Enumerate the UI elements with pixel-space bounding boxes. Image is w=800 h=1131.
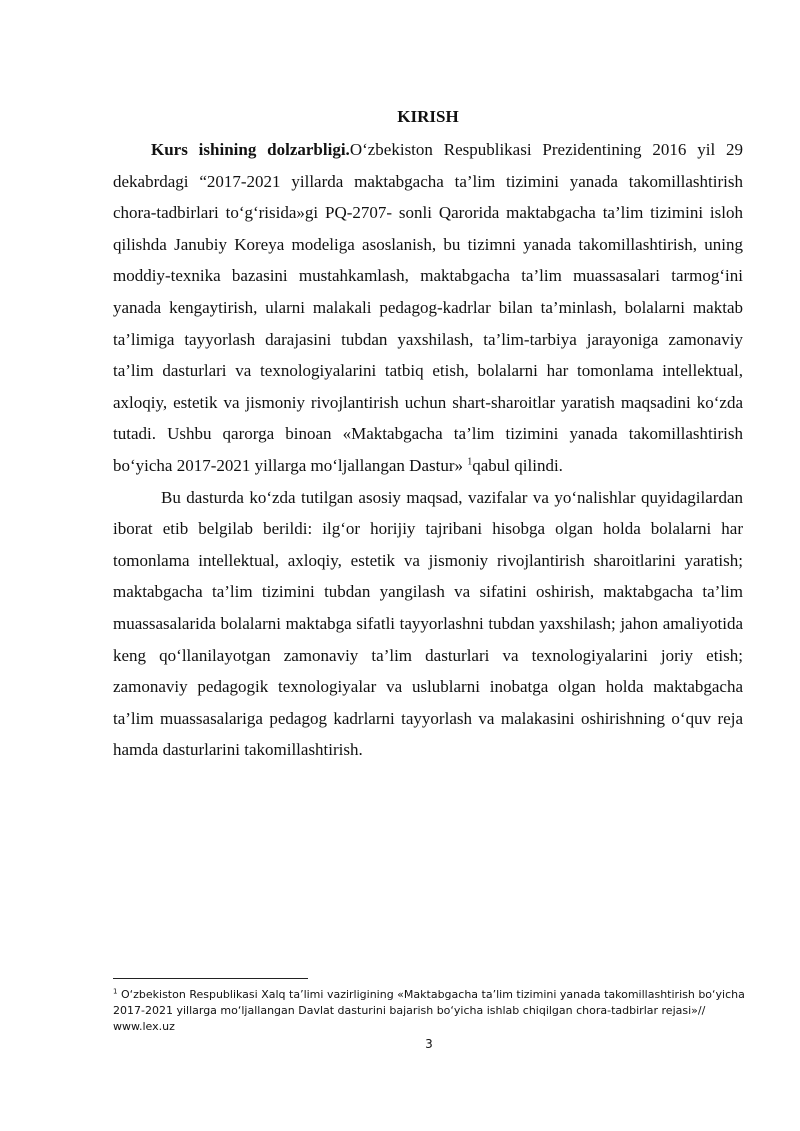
paragraph-program-goals: Bu dasturda ko‘zda tutilgan asosiy maqsad, vazifalar va yo‘nalishlar quyidagilardan iborat etib belgilab berildi: ilg‘or horijiy tajribani hisobga olgan holda bolalarni har tomonlama intellektual, axloqiy, estetik va jismoniy rivojlantirish sharoitlarini yaratish; maktabgacha ta’lim tizimini tubdan yangilash va sifatini oshirish, maktabgacha ta’lim muassasalarida bolalarni maktabga sifatli tayyorlashni tubdan yaxshilash; jahon amaliyotida keng qo‘llanilayotgan zamonaviy ta’lim dasturlari va texnologiyalarini joriy etish; zamonaviy pedagogik texnologiyalar va uslublarni inobatga olgan holda maktabgacha ta’lim muassasalariga pedagog kadrlarni tayyorlash va malakasini oshirishning o‘quv reja hamda dasturlarini takomillashtirish.	[113, 487, 743, 760]
footnote	[113, 987, 745, 1035]
paragraph-relevance	[113, 134, 743, 482]
paragraph-text: O‘zbekiston Respublikasi Prezidentining 2016 yil 29 dekabrdagi “2017-2021 yillarda maktabgacha ta’lim tizimini yanada takomillashtirish chora-tadbirlari to‘g‘risida»gi PQ-2707- sonli Qarorida maktabgacha ta’lim tizimini isloh qilishda Janubiy Koreya modeliga asoslanish, bu tizimni yanada takomillashtirish, uning moddiy-texnika bazasini mustahkamlash, maktabgacha ta’lim muassasalari tarmog‘ini yanada kengaytirish, ularni malakali pedagog-kadrlar bilan ta’minlash, bolalarni maktab ta’limiga tayyorlash darajasini tubdan yaxshilash, ta’lim-tarbiya jarayoniga zamonaviy ta’lim dasturlari va texnologiyalarini tatbiq etish, bolalarni har tomonlama intellektual, axloqiy, estetik va jismoniy rivojlantirish uchun shart-sharoitlar yaratish maqsadini ko‘zda tutadi. Ushbu qarorga binoan «Maktabgacha ta’lim tizimini yanada takomillashtirish bo‘yicha 2017-2021 yillarga mo‘ljallangan Dastur»	[113, 140, 743, 475]
section-heading: KIRISH	[397, 107, 459, 126]
footnote-marker: 1	[113, 987, 118, 996]
footnote-text: O‘zbekiston Respublikasi Xalq ta’limi vazirligining «Maktabgacha ta’lim tizimini yanada takomillashtirish bo‘yicha 2017-2021 yillarga mo‘ljallangan Davlat dasturini bajarish bo‘yicha ishlab chiqilgan chora-tadbirlar rejasi»// www.lex.uz	[113, 988, 745, 1033]
page-number: 3	[425, 1037, 433, 1051]
paragraph-lead: Kurs ishining dolzarbligi.	[151, 140, 350, 159]
page-body	[113, 104, 743, 766]
footnote-divider	[113, 978, 308, 979]
paragraph-text-end: qabul qilindi.	[472, 455, 563, 475]
footnote-reference[interactable]: 1	[467, 456, 473, 468]
